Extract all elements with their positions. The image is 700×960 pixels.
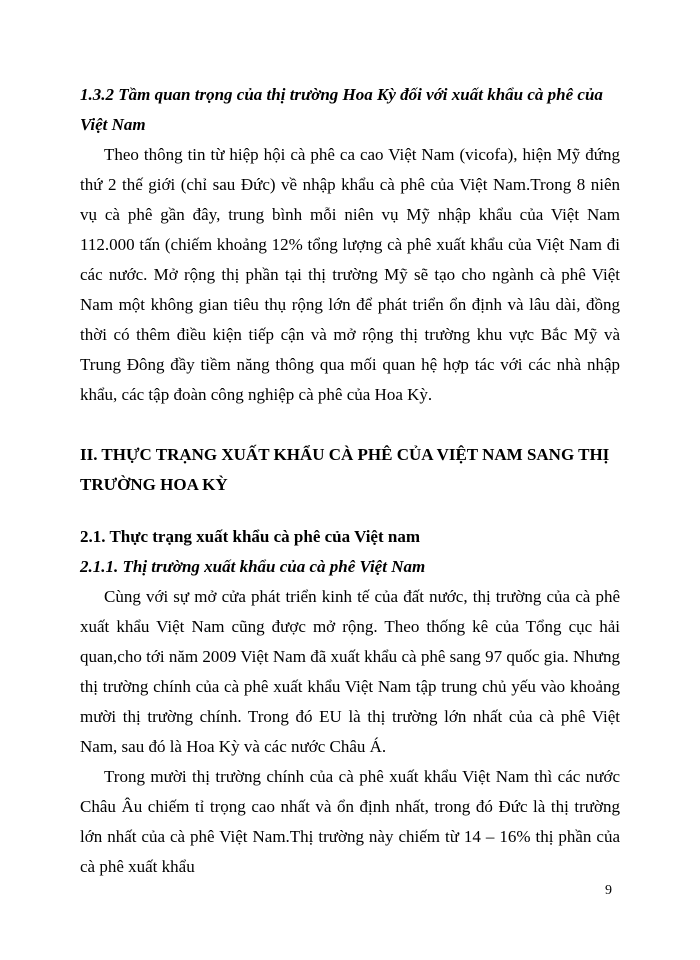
spacer [80, 410, 620, 440]
page-number: 9 [605, 883, 612, 898]
part-heading-ii: II. THỰC TRẠNG XUẤT KHẨU CÀ PHÊ CỦA VIỆT NAM SANG THỊ TRƯỜNG HOA KỲ [80, 445, 610, 494]
paragraph-european-markets: Trong mười thị trường chính của cà phê xuất khẩu Việt Nam thì các nước Châu Âu chiếm tỉ trọng cao nhất và ổn định nhất, trong đó Đức là thị trường lớn nhất của cà phê Việt Nam.Thị trường này chiếm từ 14 – 16% thị phần của cà phê xuất khẩu [80, 767, 620, 876]
subsection-heading-2-1-1: 2.1.1. Thị trường xuất khẩu của cà phê Việt Nam [80, 557, 426, 576]
document-page [80, 80, 620, 882]
spacer [80, 500, 620, 522]
paragraph-export-markets: Cùng với sự mở cửa phát triển kinh tế của đất nước, thị trường của cà phê xuất khẩu Việt Nam cũng được mở rộng. Theo thống kê của Tổng cục hải quan,cho tới năm 2009 Việt Nam đã xuất khẩu cà phê sang 97 quốc gia. Nhưng thị trường chính của cà phê xuất khẩu Việt Nam tập trung chủ yếu vào khoảng mười thị trường chính. Trong đó EU là thị trường lớn nhất của cà phê Việt Nam, sau đó là Hoa Kỳ và các nước Châu Á. [80, 587, 620, 756]
paragraph-us-market-importance: Theo thông tin từ hiệp hội cà phê ca cao Việt Nam (vicofa), hiện Mỹ đứng thứ 2 thế giới (chỉ sau Đức) về nhập khẩu cà phê của Việt Nam.Trong 8 niên vụ cà phê gần đây, trung bình mỗi niên vụ Mỹ nhập khẩu của Việt Nam 112.000 tấn (chiếm khoảng 12% tổng lượng cà phê xuất khẩu của Việt Nam đi các nước. Mở rộng thị phần tại thị trường Mỹ sẽ tạo cho ngành cà phê Việt Nam một không gian tiêu thụ rộng lớn để phát triển ổn định và lâu dài, đồng thời có thêm điều kiện tiếp cận và mở rộng thị trường khu vực Bắc Mỹ và Trung Đông đầy tiềm năng thông qua mối quan hệ hợp tác với các nhà nhập khẩu, các tập đoàn công nghiệp cà phê của Hoa Kỳ. [80, 145, 620, 404]
section-heading-1-3-2: 1.3.2 Tầm quan trọng của thị trường Hoa Kỳ đối với xuất khẩu cà phê của Việt Nam [80, 85, 603, 134]
section-heading-2-1: 2.1. Thực trạng xuất khẩu cà phê của Việt nam [80, 527, 421, 546]
